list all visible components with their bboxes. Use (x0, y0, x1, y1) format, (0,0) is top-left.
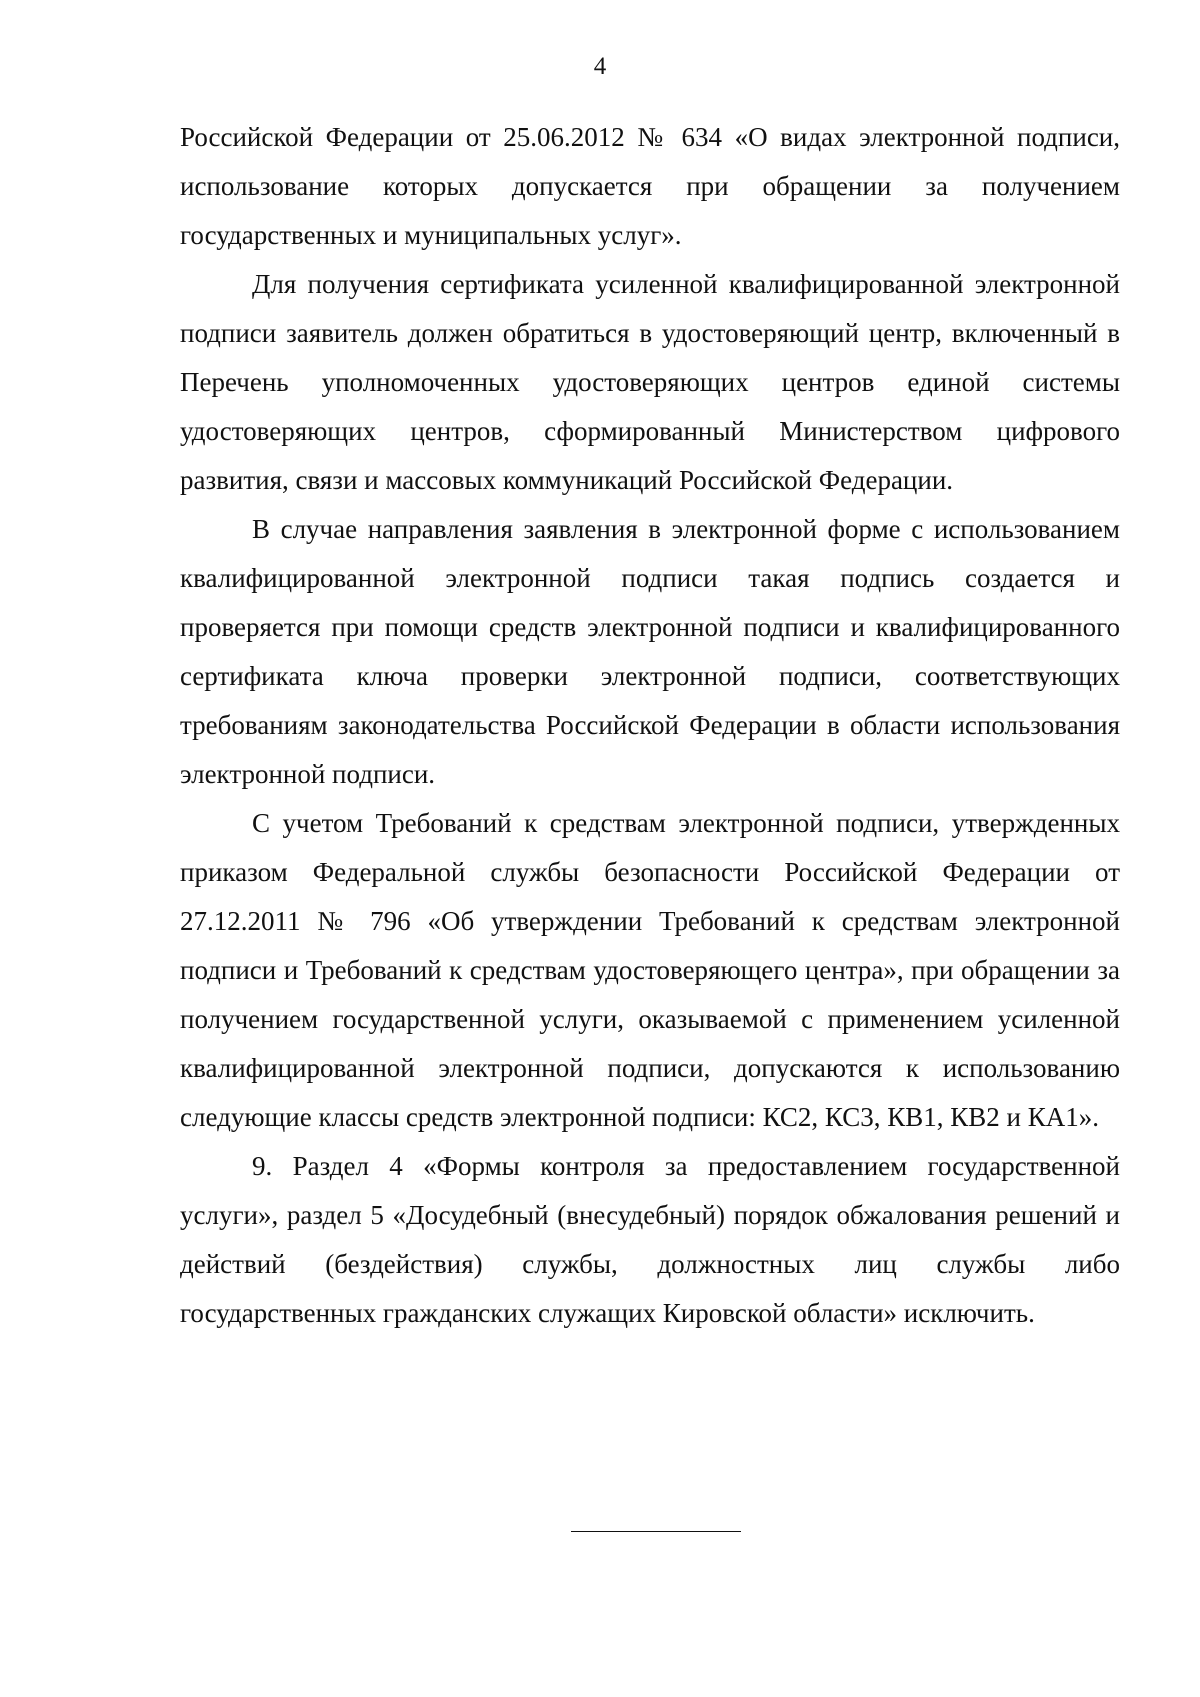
end-of-document-rule (571, 1531, 741, 1532)
paragraph-signature-classes: С учетом Требований к средствам электронной подписи, утвержденных приказом Федеральной службы безопасности Российской Федерации от 27.12.2011 № 796 «Об утверждении Требований к средствам электронной подписи и Требований к средствам удостоверяющего центра», при обращении за получением государственной услуги, оказываемой с применением усиленной квалифицированной электронной подписи, допускаются к использованию следующие классы средств электронной подписи: КС2, КС3, КВ1, КВ2 и КА1». (180, 808, 1120, 1132)
paragraph-item-9: 9. Раздел 4 «Формы контроля за предоставлением государственной услуги», раздел 5 «Досудебный (внесудебный) порядок обжалования решений и действий (бездействия) службы, должностных лиц службы либо государственных гражданских служащих Кировской области» исключить. (180, 1151, 1120, 1328)
paragraph-electronic-application: В случае направления заявления в электронной форме с использованием квалифицированной электронной подписи такая подпись создается и проверяется при помощи средств электронной подписи и квалифицированного сертификата ключа проверки электронной подписи, соответствующих требованиям законодательства Российской Федерации в области использования электронной подписи. (180, 514, 1120, 789)
paragraph-signature-certificate: Для получения сертификата усиленной квалифицированной электронной подписи заявитель должен обратиться в удостоверяющий центр, включенный в Перечень уполномоченных удостоверяющих центров единой системы удостоверяющих центров, сформированный Министерством цифрового развития, связи и массовых коммуникаций Российской Федерации. (180, 269, 1120, 495)
document-body (180, 113, 1120, 1338)
page-number: 4 (593, 53, 607, 80)
paragraph-continuation: Российской Федерации от 25.06.2012 № 634 «О видах электронной подписи, использование которых допускается при обращении за получением государственных и муниципальных услуг». (180, 122, 1120, 250)
